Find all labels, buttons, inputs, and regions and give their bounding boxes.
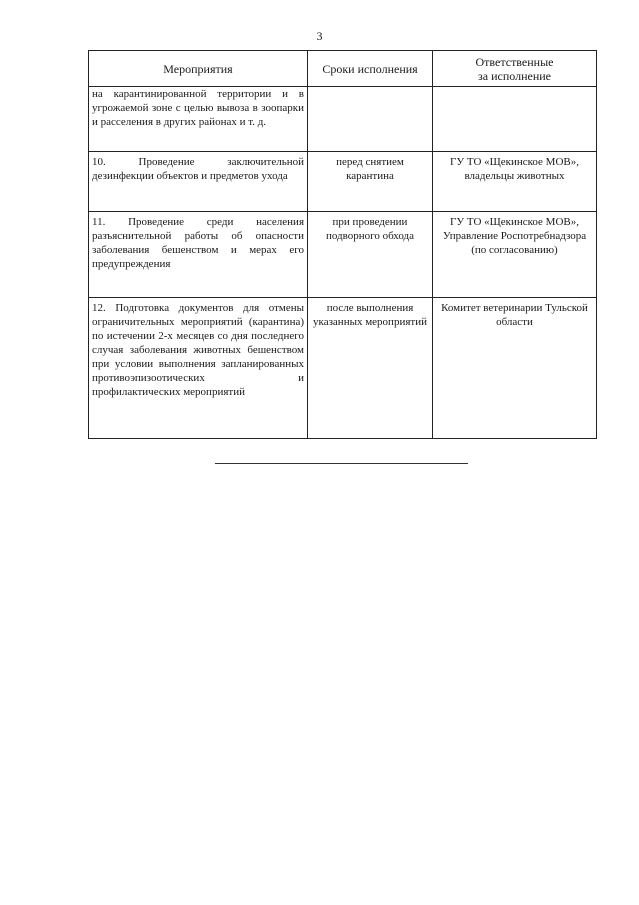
deadline-cell: при проведении подворного обхода (308, 212, 433, 298)
header-deadlines: Сроки исполнения (308, 51, 433, 87)
measures-table (88, 50, 597, 439)
deadline-cell: перед снятием карантина (308, 152, 433, 212)
measure-cell: 10. Проведение заключительной дезинфекции объектов и предметов ухода (89, 152, 308, 212)
table-header-row (89, 51, 597, 87)
responsible-cell (433, 87, 597, 152)
deadline-cell (308, 87, 433, 152)
measure-cell: на карантинированной территории и в угрожаемой зоне с целью вывоза в зоопарки и расселения в других районах и т. д. (89, 87, 308, 152)
table-row (89, 298, 597, 439)
measure-cell: 11. Проведение среди населения разъяснительной работы об опасности заболевания бешенством и мерах его предупреждения (89, 212, 308, 298)
responsible-cell: Комитет ветеринарии Тульской области (433, 298, 597, 439)
table-row (89, 152, 597, 212)
responsible-cell: ГУ ТО «Щекинское МОВ», Управление Роспотребнадзора (по согласованию) (433, 212, 597, 298)
end-of-document-line (215, 463, 468, 464)
header-responsible: Ответственные за исполнение (433, 51, 597, 87)
header-measures: Мероприятия (89, 51, 308, 87)
deadline-cell: после выполнения указанных мероприятий (308, 298, 433, 439)
responsible-cell: ГУ ТО «Щекинское МОВ», владельцы животных (433, 152, 597, 212)
measure-cell: 12. Подготовка документов для отмены ограничительных мероприятий (карантина) по истечении 2-х месяцев со дня последнего случая заболевания животных бешенством при условии выполнения запланированных противоэпизоотических и профилактических мероприятий (89, 298, 308, 439)
table-row (89, 212, 597, 298)
table-row (89, 87, 597, 152)
page-number: 3 (316, 29, 323, 43)
